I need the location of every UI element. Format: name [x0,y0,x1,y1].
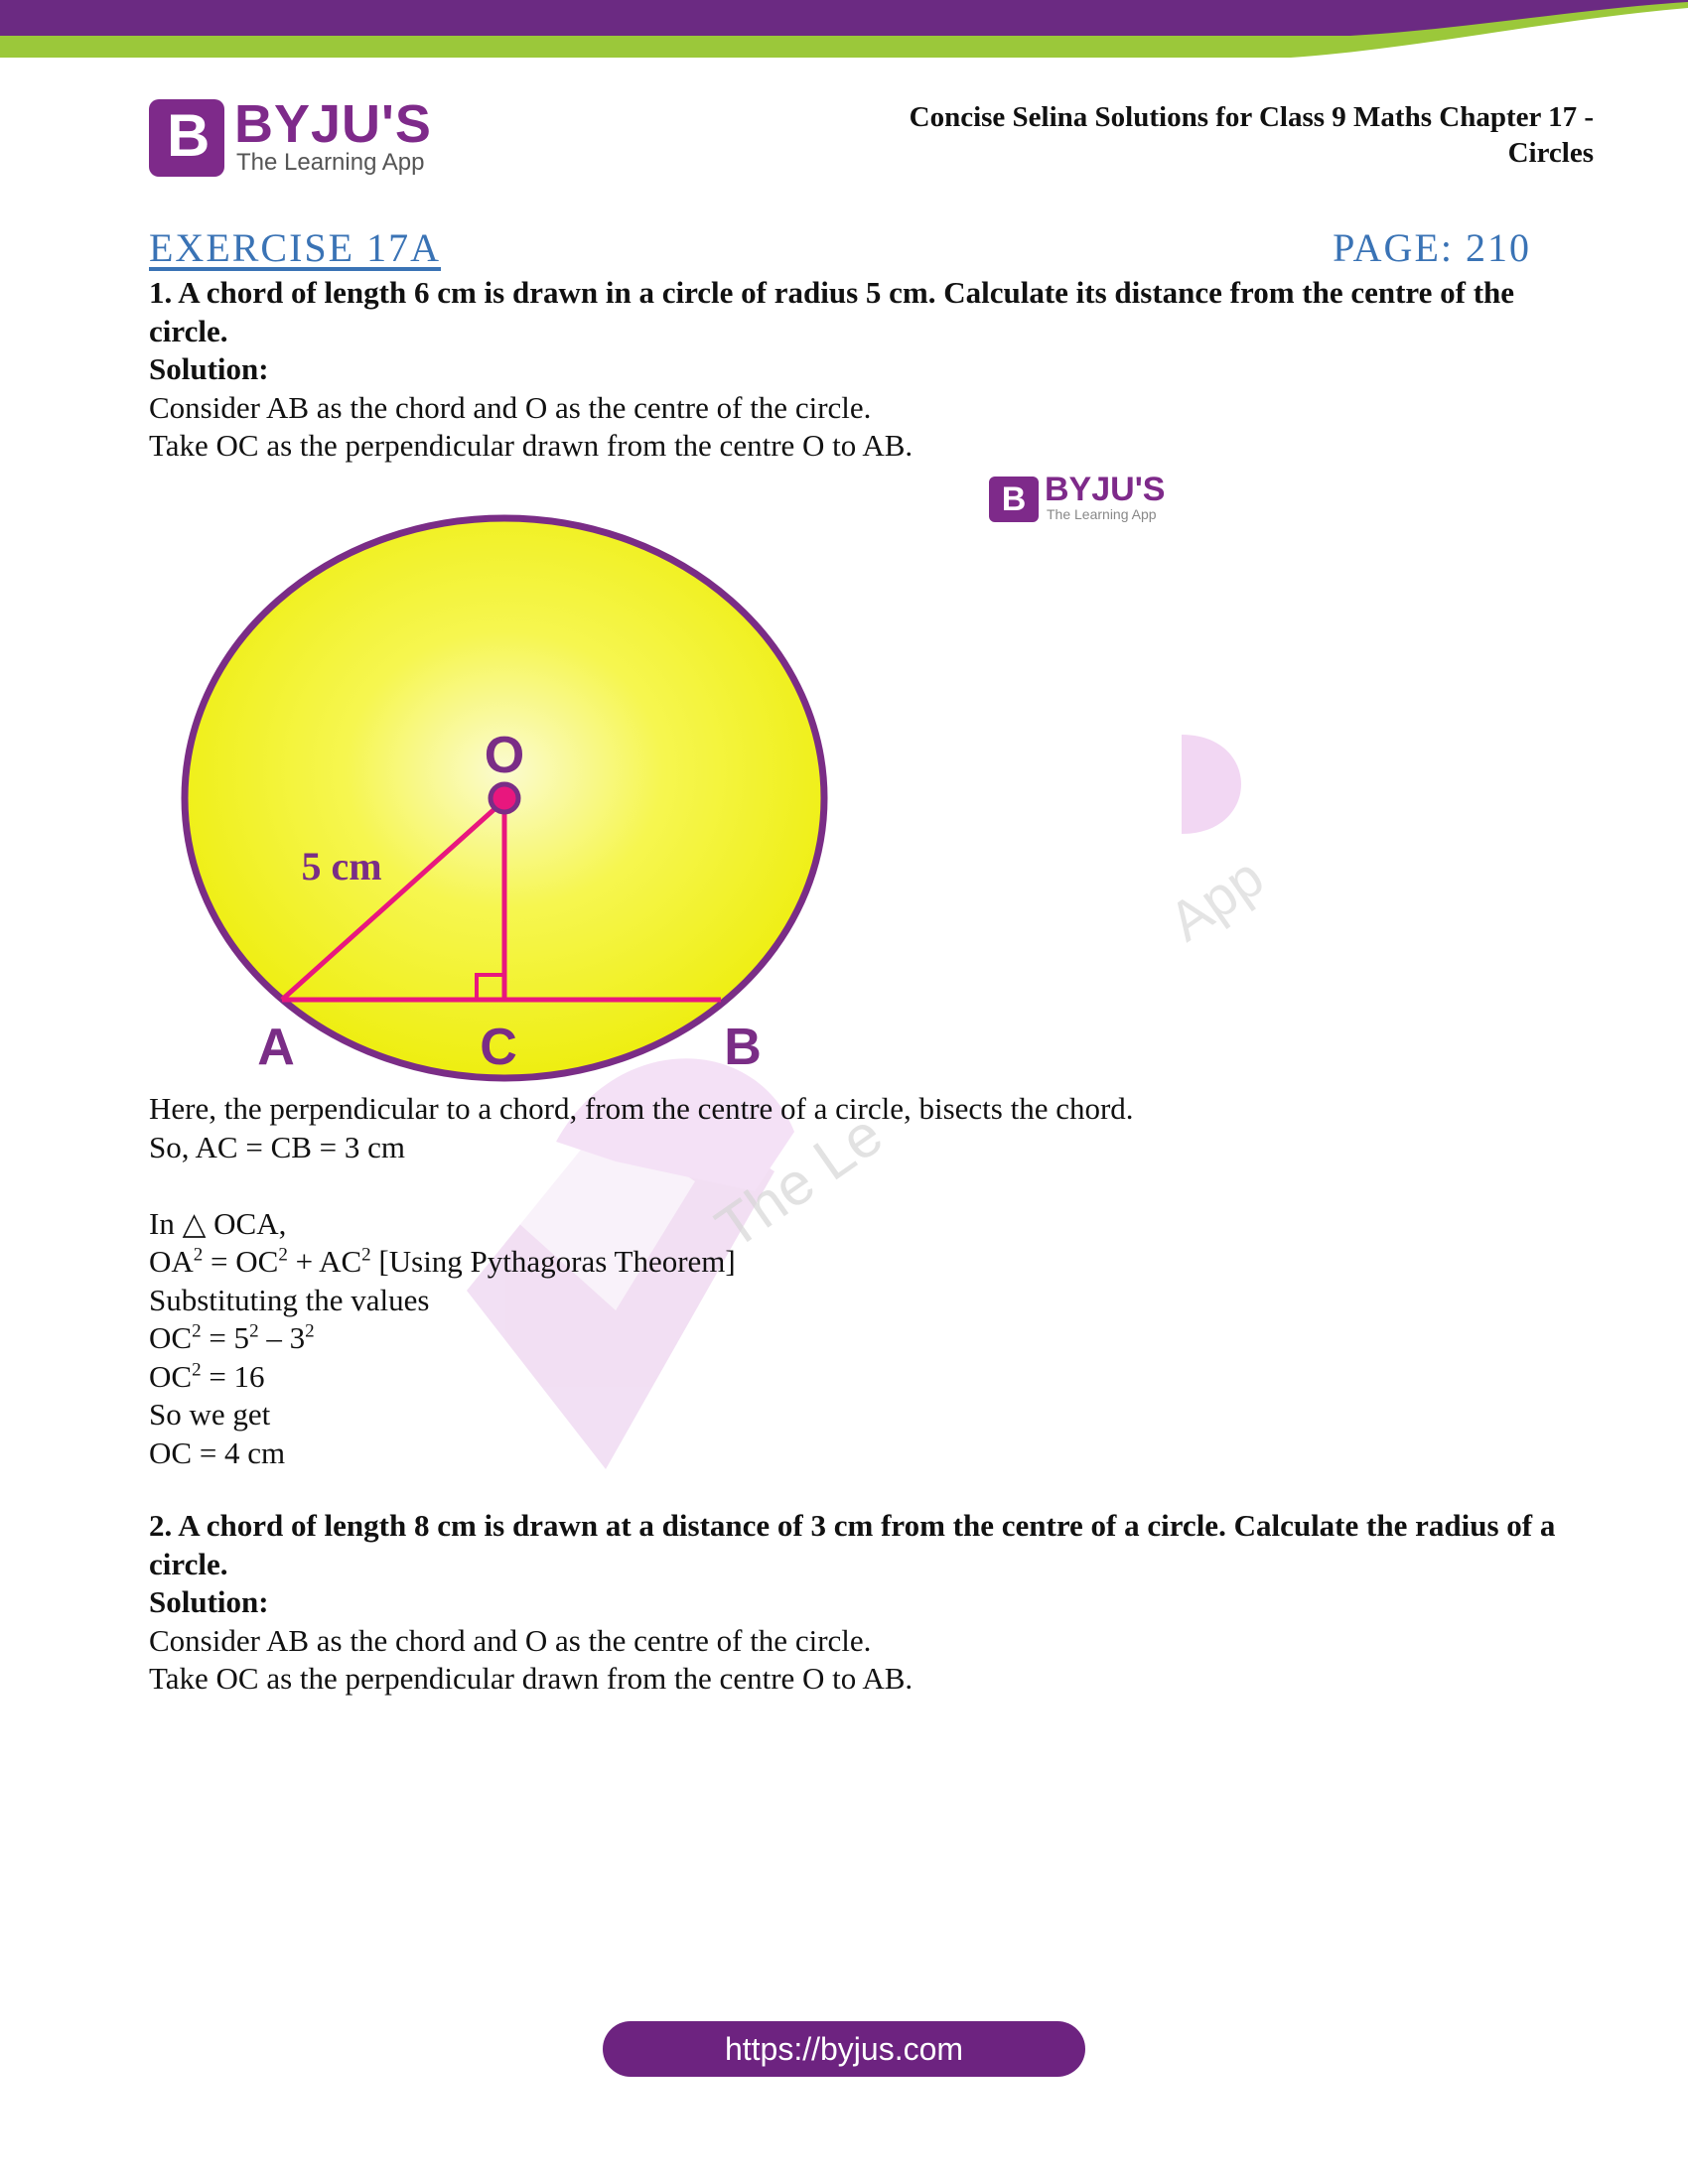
diagram-brand-logo [989,471,1188,524]
equation-pythagoras [149,1243,1559,1282]
title-line-2: Circles [1507,137,1594,169]
exponent: 2 [193,1244,204,1266]
working-line: So we get [149,1397,271,1432]
solution-line: Consider AB as the chord and O as the centre of the circle. [149,1622,872,1658]
logo-mark [149,99,224,177]
logo-letter: B [167,102,211,169]
title-line-1: Concise Selina Solutions for Class 9 Maths Chapter 17 - [909,101,1594,133]
small-logo-tagline: The Learning App [1047,506,1157,522]
logo-wordmark: BYJU'S [234,94,432,154]
question-1 [149,274,1559,466]
working-line: So, AC = CB = 3 cm [149,1129,406,1164]
radius-label: 5 cm [301,844,382,888]
blank-line [149,1166,1559,1205]
exponent: 2 [305,1320,315,1342]
watermark-text: The Le [704,1100,895,1262]
equation-substitution [149,1319,1559,1358]
eq-term: [Using Pythagoras Theorem] [370,1244,736,1279]
eq-term: – 3 [258,1320,306,1355]
eq-term: = OC [203,1244,279,1279]
label-b: B [724,1019,762,1076]
eq-term: OC [149,1320,193,1355]
solution-label: Solution: [149,1584,269,1619]
eq-term: = 5 [201,1320,250,1355]
eq-term: = 16 [201,1358,265,1394]
label-c: C [480,1019,517,1076]
watermark-app-text: App [1157,845,1275,953]
small-logo-wordmark: BYJU'S [1045,471,1166,508]
eq-term: OC [149,1358,193,1394]
logo-tagline: The Learning App [236,149,425,176]
eq-term: + AC [287,1244,362,1279]
solution-line: Take OC as the perpendicular drawn from the centre O to AB. [149,1661,914,1696]
exponent: 2 [278,1244,288,1266]
solution-line: Take OC as the perpendicular drawn from the centre O to AB. [149,428,914,463]
small-logo-letter: B [1001,480,1027,518]
label-a: A [257,1019,295,1076]
exercise-heading: EXERCISE 17A [149,225,441,270]
equation-result [149,1358,1559,1397]
solution-line: Consider AB as the chord and O as the centre of the circle. [149,389,872,425]
working-line: Here, the perpendicular to a chord, from the centre of a circle, bisects the chord. [149,1091,1134,1126]
centre-point [491,784,518,812]
working-line: In △ OCA, [149,1205,287,1241]
eq-term: OA [149,1244,194,1279]
final-answer: OC = 4 cm [149,1434,286,1470]
question-1-working [149,1090,1559,1472]
exponent: 2 [192,1359,202,1381]
question-2 [149,1507,1559,1699]
circle-chord-diagram [169,506,844,1092]
byjus-logo[interactable] [149,94,447,179]
exponent: 2 [249,1320,259,1342]
page-reference: PAGE: 210 [1333,225,1531,270]
working-line: Substituting the values [149,1282,430,1317]
exponent: 2 [361,1244,371,1266]
solution-label: Solution: [149,351,269,386]
exponent: 2 [192,1320,202,1342]
label-o: O [484,727,525,784]
question-1-text: 1. A chord of length 6 cm is drawn in a circle of radius 5 cm. Calculate its distance from the centre of the circle. [149,275,1515,348]
question-2-text: 2. A chord of length 8 cm is drawn at a distance of 3 cm from the centre of a circle. Calculate the radius of a circle. [149,1508,1556,1581]
footer-url-link[interactable]: https://byjus.com [603,2021,1085,2077]
document-title [839,99,1594,171]
